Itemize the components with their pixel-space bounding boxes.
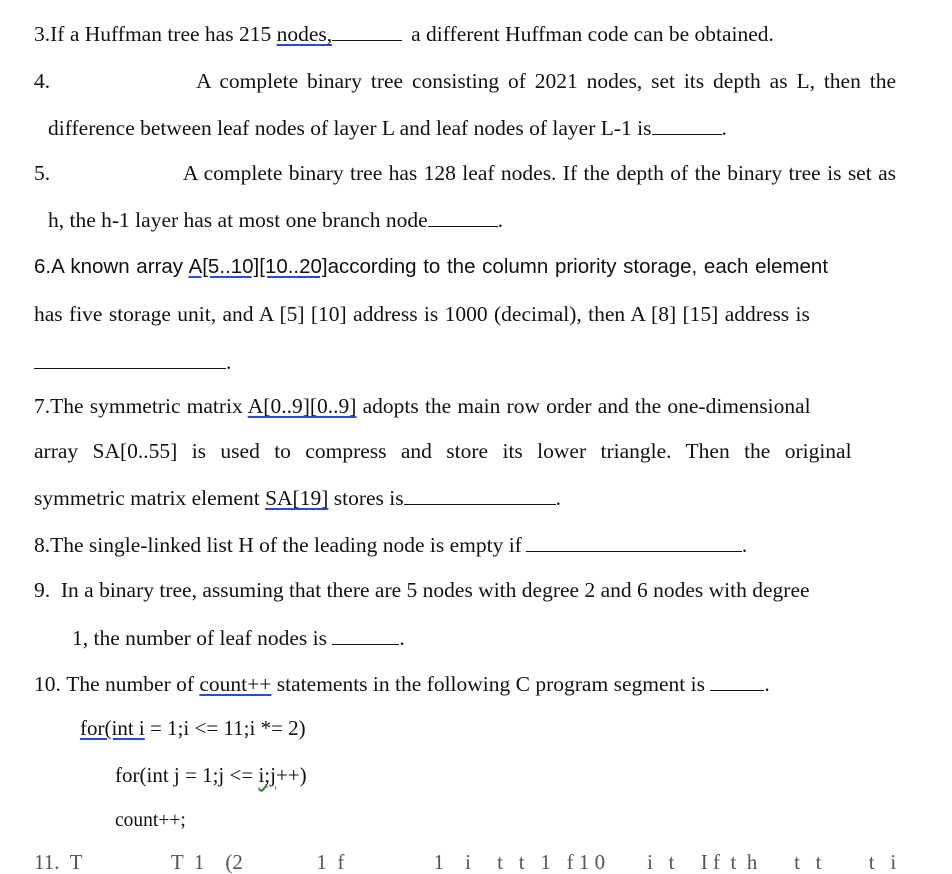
question-5-line1 [34,163,896,185]
q4-answer-blank[interactable] [652,117,722,135]
question-11-cut-off: 11. T T 1 (2 1 f 1 i t t 1 f 1 0 i t I f t h t t t i [34,850,897,874]
code-inner-squiggle: i;j [258,763,276,787]
question-3: 3.If a Huffman tree has 215 nodes, a different Huffman code can be obtained. [34,22,774,46]
question-4-line2: difference between leaf nodes of layer L and leaf nodes of layer L-1 is . [48,116,727,140]
q9-answer-blank[interactable] [332,627,399,645]
code-inner-loop: for(int j = 1;j <= i;j++) [115,763,307,787]
question-6-line1: 6.A known array A[5..10][10..20]according to the column priority storage, each element [34,255,829,278]
q4-text-line1: A complete binary tree consisting of 2021 nodes, set its depth as L, then the [196,69,896,93]
q7-element-ref: SA[19] [265,486,329,510]
q4-number: 4. [34,69,51,93]
question-7-line1: 7.The symmetric matrix A[0..9][0..9] adopts the main row order and the one-dimensional [34,394,811,418]
question-8: 8.The single-linked list H of the leading node is empty if . [34,533,748,557]
code-outer-var: i [138,716,145,740]
question-6-answer-line: . [34,351,231,374]
code-body: count++; [115,810,186,831]
q7-matrix-ref: A[0..9][0..9] [247,394,357,418]
question-4-line1 [34,71,896,93]
q10-count-word: count++ [199,672,272,696]
question-9-line2: 1, the number of leaf nodes is . [72,626,405,650]
q3-nodes-word: nodes, [276,22,333,46]
question-6-line2: has five storage unit, and A [5] [10] address is 1000 (decimal), then A [8] [15] address is [34,302,810,326]
q5-answer-blank[interactable] [428,209,498,227]
question-5-line2: h, the h-1 layer has at most one branch node . [48,208,504,232]
q6-answer-blank[interactable] [34,351,226,369]
q9-number: 9. [34,578,51,602]
question-7-line2: array SA[0..55] is used to compress and store its lower triangle. Then the original [34,439,852,463]
question-7-line3: symmetric matrix element SA[19] stores is . [34,486,561,510]
question-9-line1: 9. In a binary tree, assuming that there are 5 nodes with degree 2 and 6 nodes with degree [34,578,810,602]
q7-answer-blank[interactable] [404,487,556,505]
q8-answer-blank[interactable] [526,534,742,552]
code-outer-loop: for(int i = 1;i <= 11;i *= 2) [80,716,306,740]
q5-number: 5. [34,161,51,185]
code-outer-keyword: for(int [80,716,139,740]
q10-number: 10. [34,672,61,696]
q10-answer-blank[interactable] [710,673,764,691]
question-10: 10. The number of count++ statements in the following C program segment is . [34,672,770,696]
q3-answer-blank[interactable] [332,23,402,41]
q5-text-line1: A complete binary tree has 128 leaf nodes. If the depth of the binary tree is set as [182,161,896,185]
q6-array-ref: A[5..10][10..20] [188,255,328,278]
